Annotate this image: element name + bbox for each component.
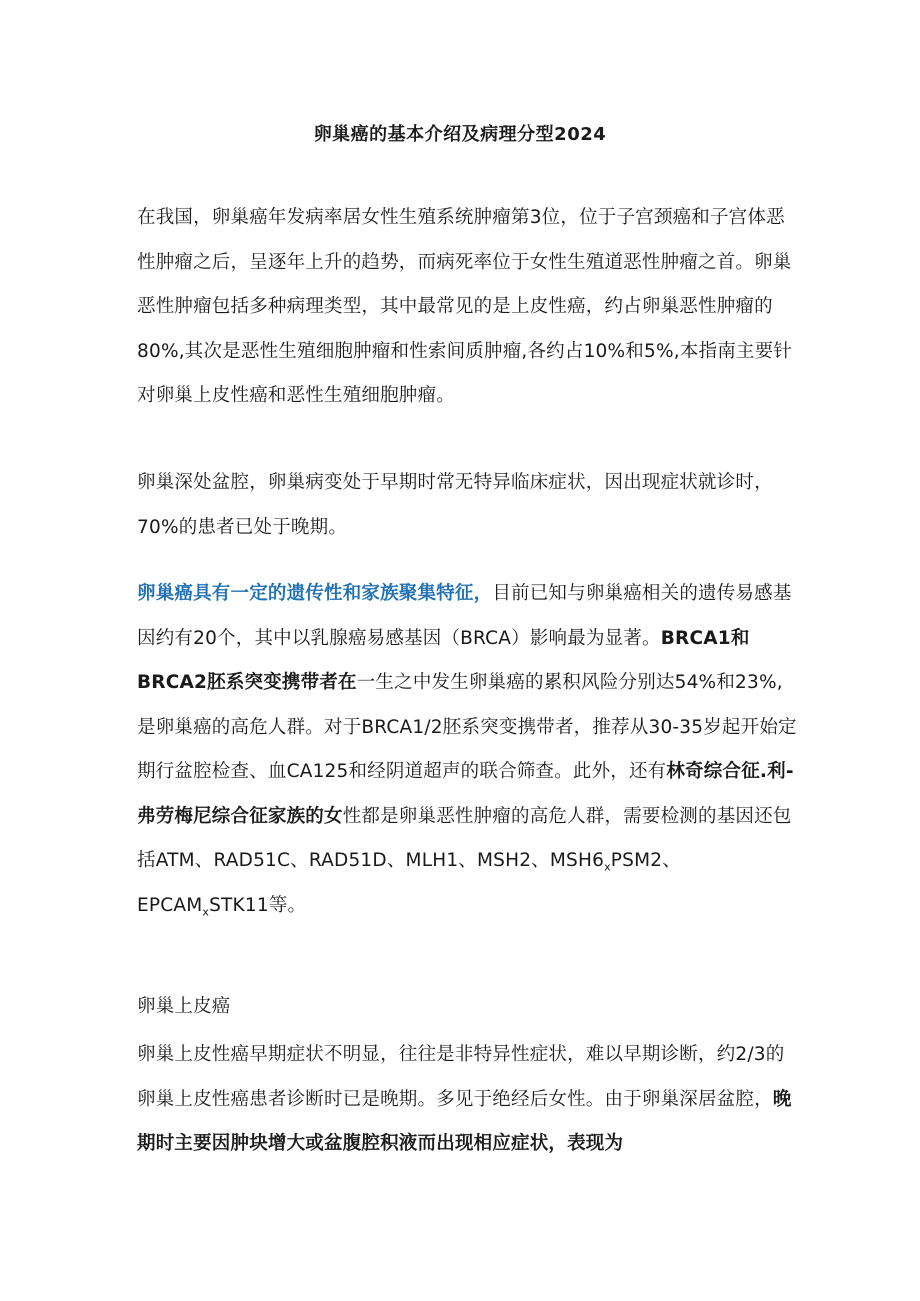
subscript-x-1: x (604, 860, 611, 874)
paragraph-incidence: 在我国，卵巢癌年发病率居女性生殖系统肿瘤第3位，位于子宫颈癌和子宫体恶性肿瘤之后，呈逐年上升的趋势，而病死率位于女性生殖道恶性肿瘤之首。卵巢恶性肿瘤包括多种病理类型，其中最常见的是上皮性癌，约占卵巢恶性肿瘤的80%,其次是恶性生殖细胞肿瘤和性索间质肿瘤,各约占10%和5%,本指南主要针对卵巢上皮性癌和恶性生殖细胞肿瘤。 (137, 207, 793, 406)
highlight-hereditary: 卵巢癌具有一定的遗传性和家族聚集特征， (137, 583, 493, 604)
text-epithelial-1: 卵巢上皮性癌早期症状不明显，往往是非特异性症状，难以早期诊断，约2/3的卵巢上皮性癌患者诊断时已是晚期。多见于绝经后女性。由于卵巢深居盆腔， (137, 1044, 785, 1110)
paragraph-genetics (137, 572, 797, 928)
document-title: 卵巢癌的基本介绍及病理分型2024 (313, 124, 607, 145)
text-genetics-2: 一生之中发生卵巢癌的累积风险分别达54%和23%,是卵巢癌的高危人群。对于BRCA1/2胚系突变携带者，推荐从30-35岁起开始定期行盆腔检查、血CA125和经阴道超声的联合筛查。此外，还有 (137, 672, 797, 782)
text-genetics-1: 目前已知与卵巢癌相关的遗传易感基因约有20个，其中以乳腺癌易感基因（BRCA）影响最为显著。 (137, 583, 792, 649)
paragraph-epithelial (137, 1033, 797, 1167)
bold-brca-carriers: BRCA1和BRCA2胚系突变携带者在 (137, 627, 750, 693)
bold-late-symptoms: 晚期时主要因肿块增大或盆腹腔积液而出现相应症状，表现为 (137, 1088, 792, 1154)
paragraph-late-diagnosis: 卵巢深处盆腔，卵巢病变处于早期时常无特异临床症状，因出现症状就诊时，70%的患者已处于晚期。 (137, 472, 773, 538)
text-genetics-3: 性都是卵巢恶性肿瘤的高危人群，需要检测的基因还包括ATM、RAD51C、RAD51D、MLH1、MSH2、MSH6 (137, 805, 792, 871)
section-heading: 卵巢上皮癌 (137, 996, 231, 1017)
subscript-x-2: x (202, 905, 210, 919)
text-genetics-4: PSM2、EPCAM (137, 850, 681, 916)
bold-syndromes: 林奇综合征.利-弗劳梅尼综合征家族的女 (137, 761, 794, 827)
text-genetics-5: STK11等。 (209, 894, 307, 916)
